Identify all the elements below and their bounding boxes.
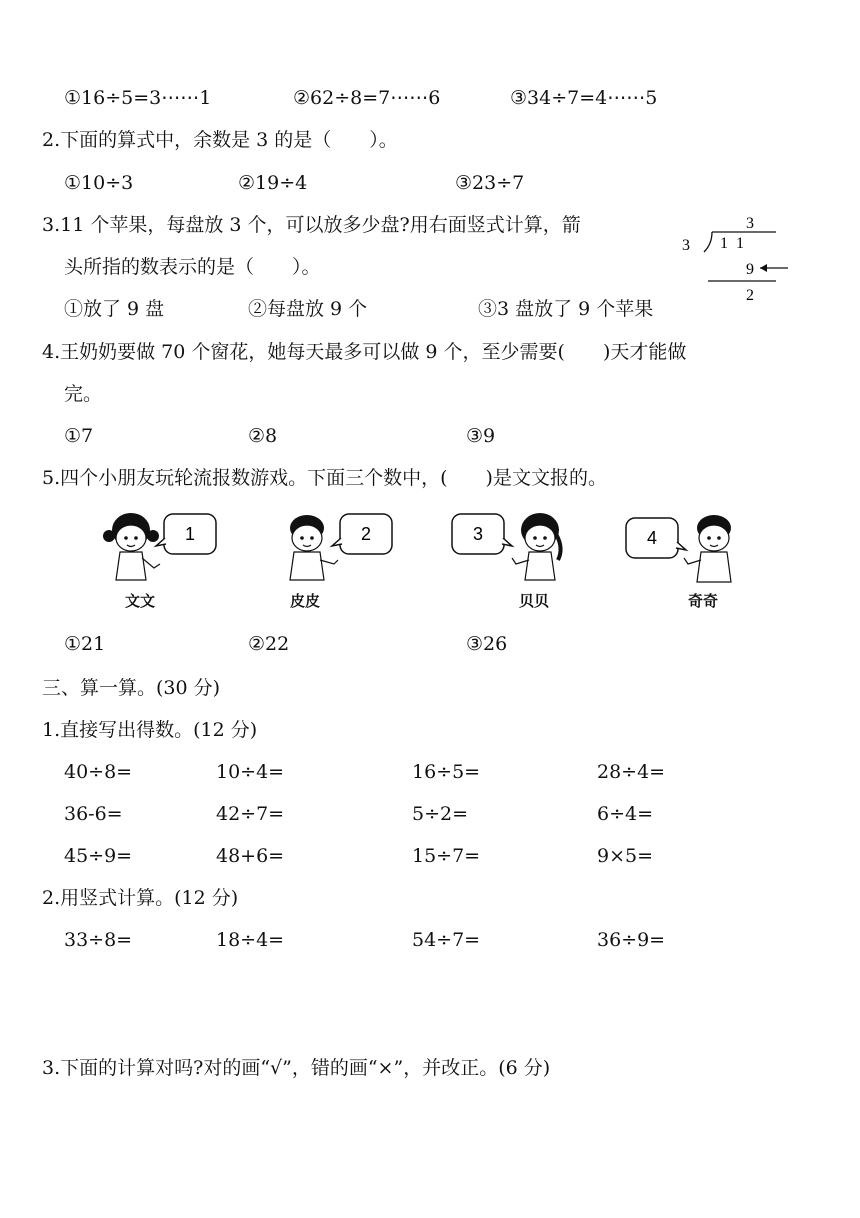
section-title: 三、算一算。(30 分) [42, 677, 221, 699]
calc-item: 45÷9= [64, 845, 133, 867]
calc-item: 16÷5= [412, 761, 481, 783]
vertical-calc-item: 33÷8= [64, 929, 133, 951]
q3-stem-line2: 头所指的数表示的是（ ）。 [64, 256, 321, 278]
q2-stem: 2.下面的算式中，余数是 3 的是（ ）。 [42, 129, 398, 151]
calc-item: 10÷4= [216, 761, 285, 783]
q1-option-1: ①16÷5=3⋯⋯1 [64, 87, 212, 109]
calc-item: 28÷4= [597, 761, 666, 783]
q4-stem-line1: 4.王奶奶要做 70 个窗花，她每天最多可以做 9 个，至少需要( )天才能做 [42, 341, 687, 363]
division-bracket [704, 232, 712, 252]
q1-option-3: ③34÷7=4⋯⋯5 [510, 87, 658, 109]
arrow-icon [760, 264, 767, 272]
kid-beibei-figure [448, 508, 578, 590]
kid-number: 1 [184, 524, 196, 544]
kid-qiqi-figure [622, 508, 752, 590]
q4-stem-line2: 完。 [64, 383, 103, 405]
q3-option-3: ③3 盘放了 9 个苹果 [478, 298, 654, 320]
division-dividend: 1 1 [720, 235, 744, 252]
part3-title: 3.下面的计算对吗?对的画“√”，错的画“×”，并改正。(6 分) [42, 1057, 551, 1079]
part2-title: 2.用竖式计算。(12 分) [42, 887, 239, 909]
q3-option-2: ②每盘放 9 个 [248, 298, 368, 320]
calc-item: 5÷2= [412, 803, 469, 825]
kid-wenwen-figure [96, 508, 226, 590]
calc-item: 40÷8= [64, 761, 133, 783]
calc-item: 15÷7= [412, 845, 481, 867]
q5-option-3: ③26 [466, 633, 508, 655]
calc-item: 48+6= [216, 845, 285, 867]
q2-option-3: ③23÷7 [455, 172, 525, 194]
division-remainder: 2 [746, 287, 754, 304]
calc-item: 9×5= [597, 845, 654, 867]
calc-item: 6÷4= [597, 803, 654, 825]
calc-item: 36-6= [64, 803, 123, 825]
calc-item: 42÷7= [216, 803, 285, 825]
kid-name: 皮皮 [289, 592, 320, 610]
q4-option-1: ①7 [64, 425, 94, 447]
kid-name: 贝贝 [518, 592, 549, 610]
kid-number: 4 [646, 528, 658, 548]
q3-stem-line1: 3.11 个苹果，每盘放 3 个，可以放多少盘?用右面竖式计算，箭 [42, 214, 581, 236]
kid-number: 2 [360, 524, 372, 544]
kid-name: 奇奇 [687, 592, 718, 610]
division-product: 9 [746, 261, 754, 278]
q5-option-2: ②22 [248, 633, 290, 655]
division-quotient: 3 [746, 215, 754, 232]
q5-option-1: ①21 [64, 633, 106, 655]
part1-title: 1.直接写出得数。(12 分) [42, 719, 258, 741]
q5-stem: 5.四个小朋友玩轮流报数游戏。下面三个数中，( )是文文报的。 [42, 467, 607, 489]
q4-option-2: ②8 [248, 425, 278, 447]
kid-number: 3 [472, 524, 484, 544]
q3-option-1: ①放了 9 盘 [64, 298, 165, 320]
vertical-calc-item: 54÷7= [412, 929, 481, 951]
q1-option-2: ②62÷8=7⋯⋯6 [293, 87, 441, 109]
q2-option-2: ②19÷4 [238, 172, 308, 194]
vertical-calc-item: 36÷9= [597, 929, 666, 951]
q2-option-1: ①10÷3 [64, 172, 134, 194]
kid-pipi-figure [272, 508, 402, 590]
kid-name: 文文 [124, 592, 155, 610]
division-divisor: 3 [682, 237, 690, 254]
q4-option-3: ③9 [466, 425, 496, 447]
long-division-figure [676, 208, 796, 308]
vertical-calc-item: 18÷4= [216, 929, 285, 951]
